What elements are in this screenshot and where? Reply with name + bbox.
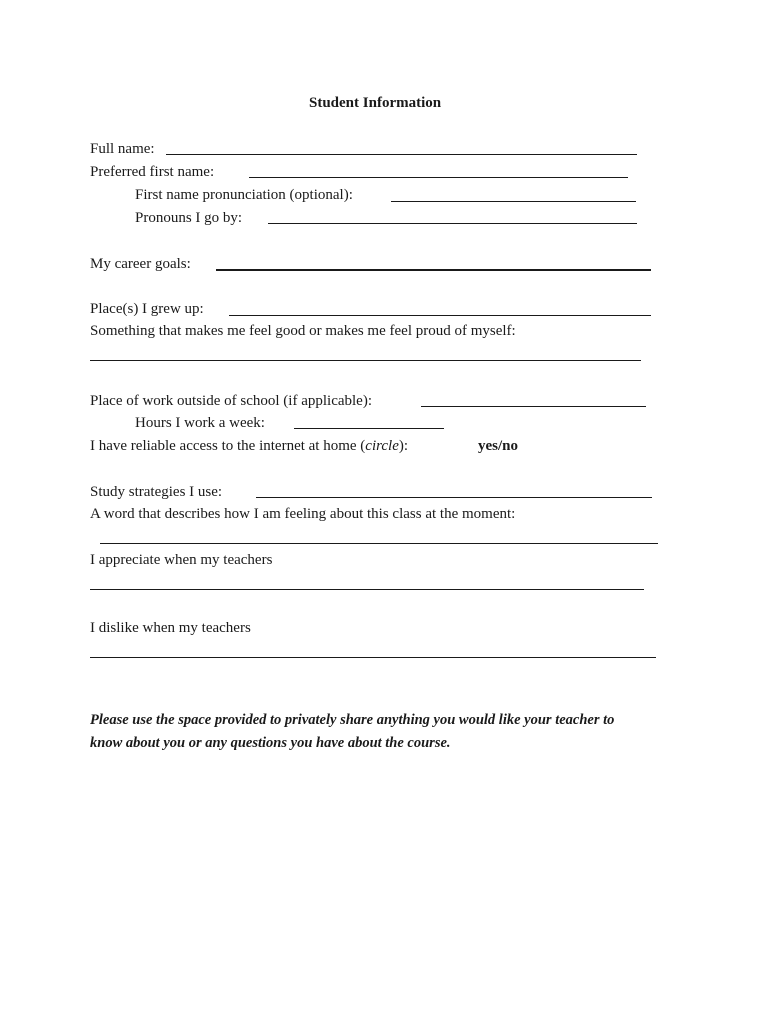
pronunciation-label: First name pronunciation (optional): (135, 187, 353, 203)
dislike-label: I dislike when my teachers (90, 620, 251, 636)
internet-access-options[interactable]: yes/no (478, 438, 519, 454)
career-goals-label: My career goals: (90, 256, 191, 272)
career-goals-field[interactable] (216, 269, 651, 271)
hours-work-field[interactable] (294, 428, 444, 429)
pronouns-label: Pronouns I go by: (135, 210, 243, 226)
pronunciation-field[interactable] (391, 201, 636, 202)
appreciate-field[interactable] (90, 589, 644, 590)
feel-good-label: Something that makes me feel good or makes me feel proud of myself: (90, 323, 516, 339)
dislike-field[interactable] (90, 657, 656, 658)
full-name-field[interactable] (166, 154, 637, 155)
feeling-word-field[interactable] (100, 543, 658, 544)
appreciate-label: I appreciate when my teachers (90, 552, 273, 568)
full-name-label: Full name: (90, 141, 155, 157)
preferred-first-name-label: Preferred first name: (90, 164, 215, 180)
internet-access-label (90, 437, 408, 455)
study-strategies-field[interactable] (256, 497, 652, 498)
internet-access-suffix: ): (398, 438, 409, 454)
internet-access-circle: circle (365, 438, 399, 454)
feel-good-field[interactable] (90, 360, 641, 361)
preferred-first-name-field[interactable] (249, 177, 628, 178)
place-of-work-field[interactable] (421, 406, 646, 407)
page-title: Student Information (309, 95, 442, 111)
study-strategies-label: Study strategies I use: (90, 484, 223, 500)
places-grew-up-label: Place(s) I grew up: (90, 301, 204, 317)
feeling-word-label: A word that describes how I am feeling about this class at the moment: (90, 506, 516, 522)
private-share-note: Please use the space provided to privately share anything you would like your teacher to know about you or any questions you have about the course. (90, 712, 615, 751)
hours-work-label: Hours I work a week: (135, 415, 265, 431)
place-of-work-label: Place of work outside of school (if applicable): (90, 393, 372, 409)
pronouns-field[interactable] (268, 223, 637, 224)
internet-access-prefix: I have reliable access to the internet at home ( (90, 438, 366, 454)
places-grew-up-field[interactable] (229, 315, 651, 316)
